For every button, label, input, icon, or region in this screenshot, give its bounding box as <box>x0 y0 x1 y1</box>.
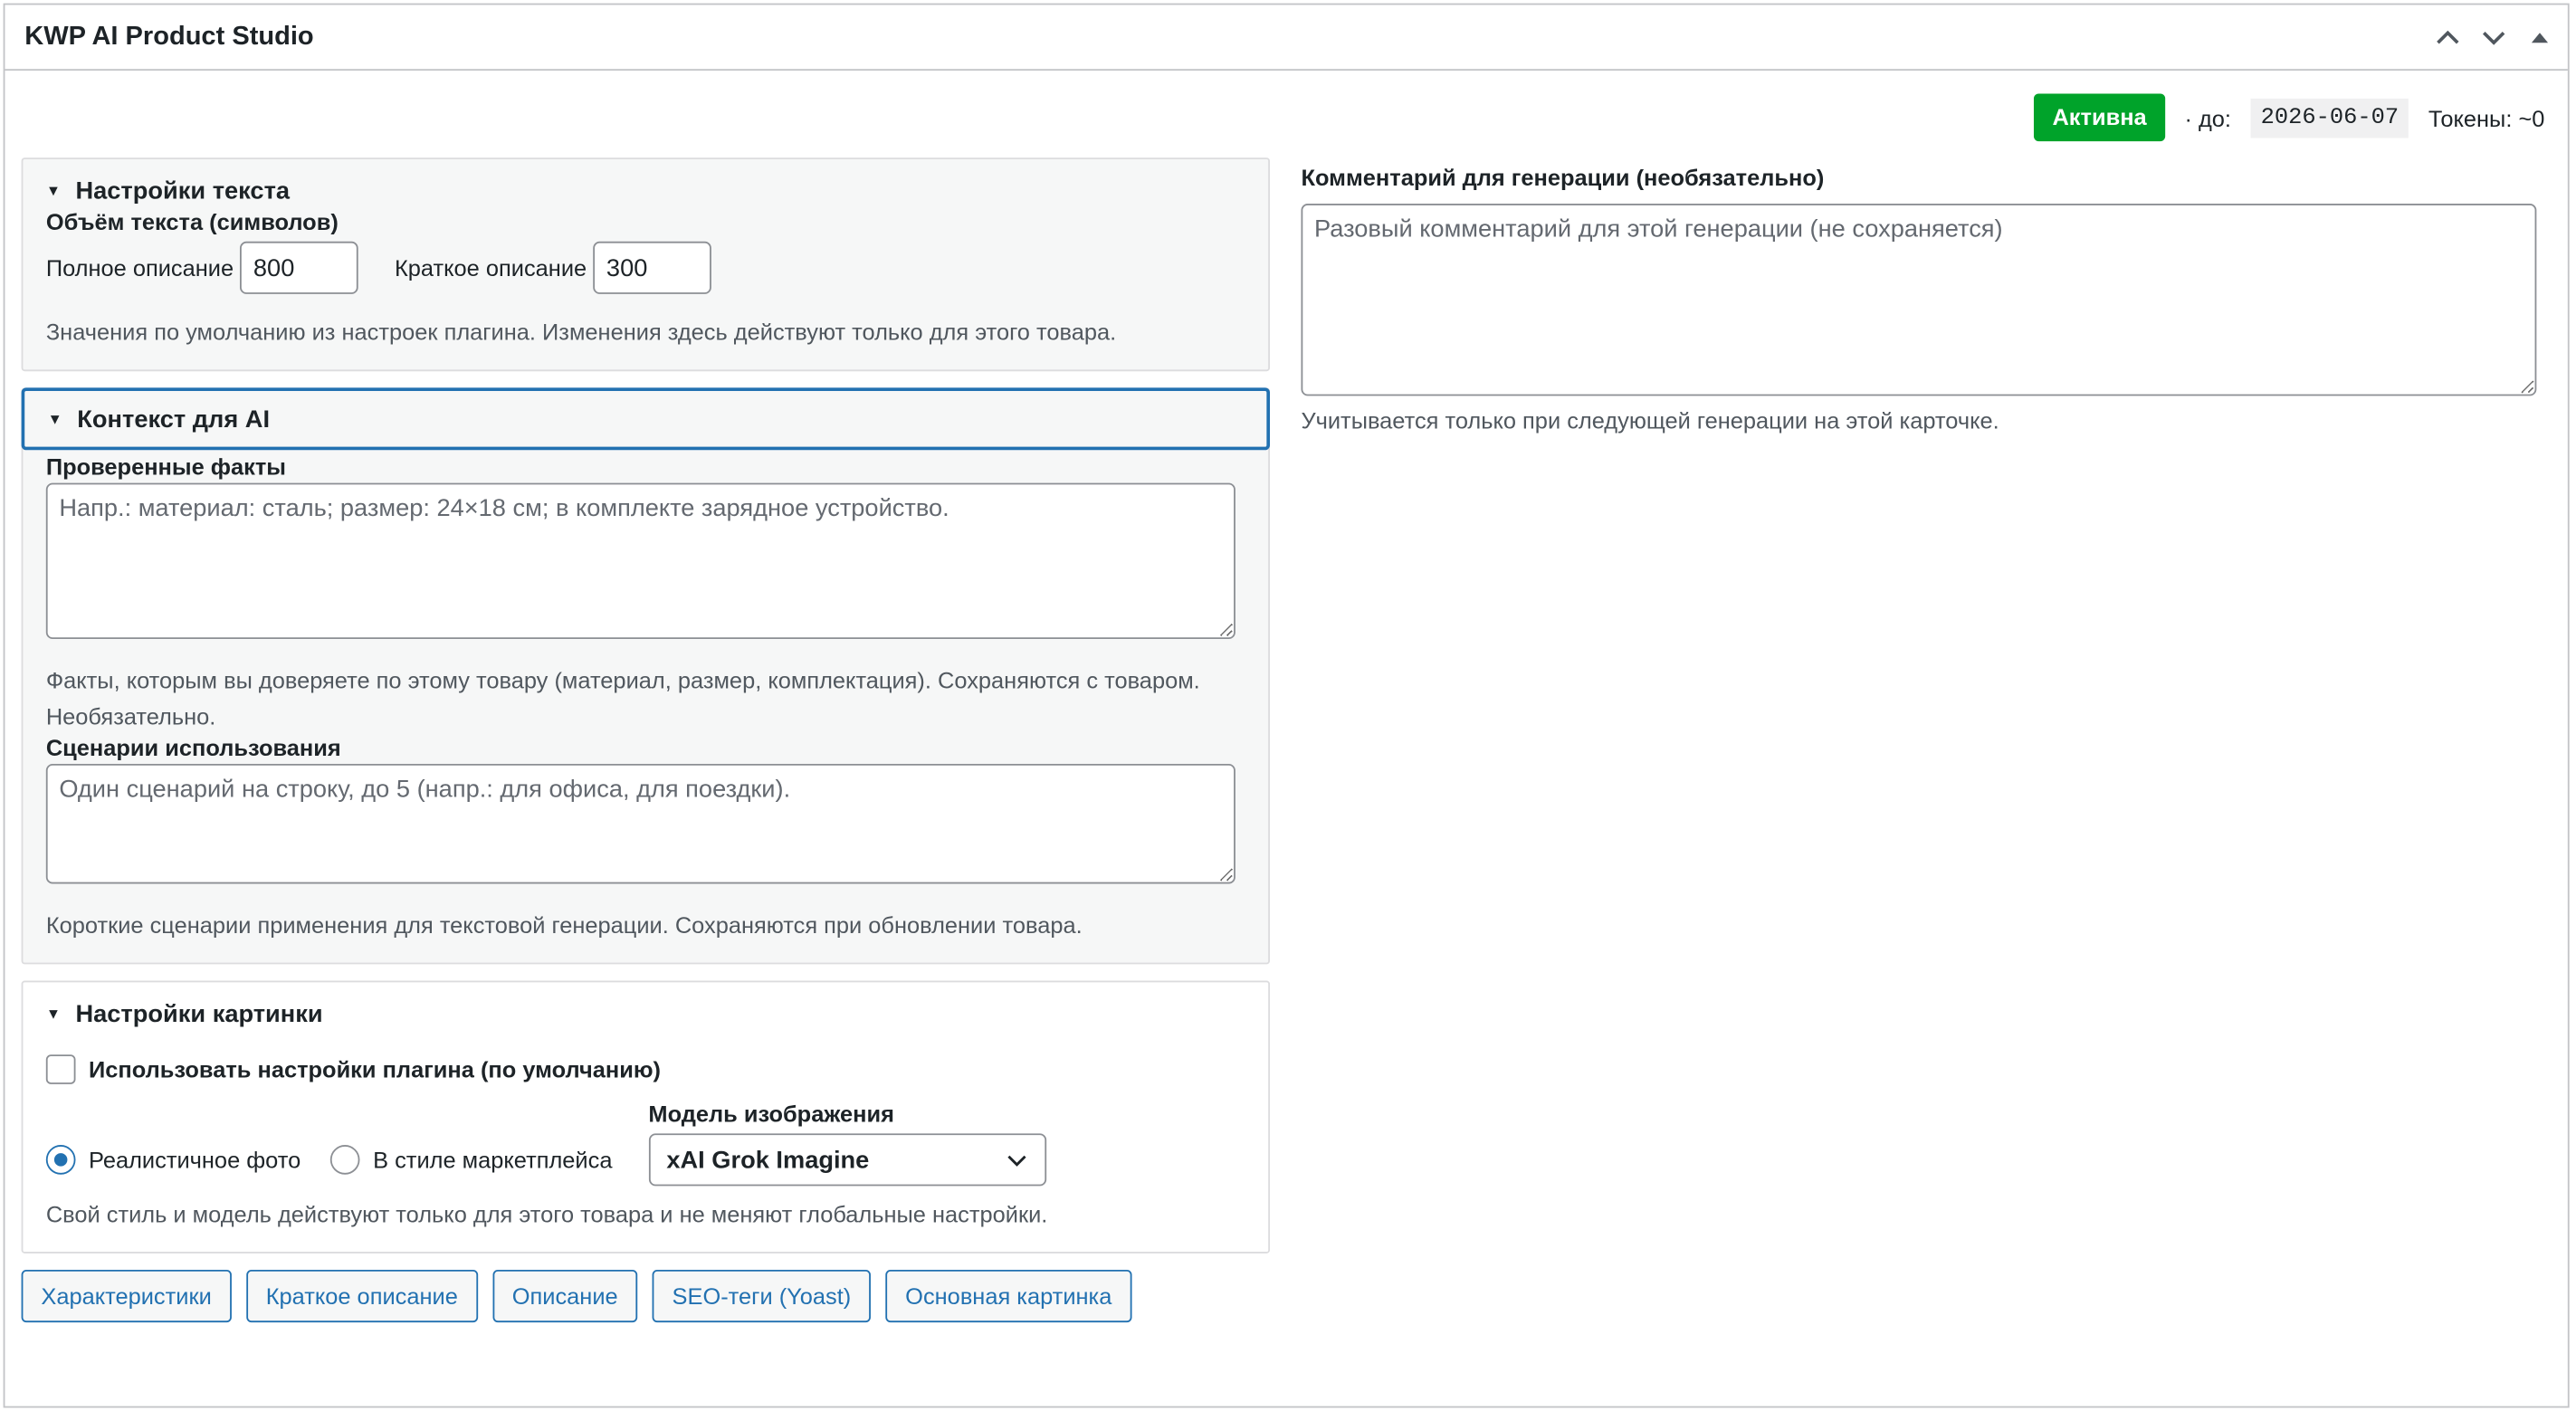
short-length-label: Краткое описание <box>394 254 587 281</box>
facts-textarea[interactable] <box>46 483 1236 639</box>
short-length-input[interactable] <box>593 242 711 294</box>
chevron-down-icon <box>1005 1149 1027 1171</box>
metabox-header <box>5 5 2567 71</box>
style-radio-realistic[interactable] <box>46 1145 76 1175</box>
style-label-realistic: Реалистичное фото <box>89 1146 301 1173</box>
use-defaults-label: Использовать настройки плагина (по умолчанию) <box>89 1056 662 1083</box>
length-inputs <box>46 242 1245 294</box>
use-defaults-checkbox[interactable] <box>46 1054 76 1084</box>
move-down-button[interactable] <box>2479 23 2509 52</box>
license-status <box>2034 93 2544 141</box>
ai-context-body <box>23 453 1268 963</box>
ai-context-toggle[interactable] <box>22 387 1270 450</box>
image-settings-help: Свой стиль и модель действуют только для этого товара и не меняют глобальные настройки. <box>45 1200 1048 1227</box>
comment-label: Комментарий для генерации (необязательно) <box>1301 164 1825 191</box>
ai-context-section <box>22 387 1270 964</box>
model-select[interactable] <box>648 1133 1045 1186</box>
triangle-up-icon <box>2530 27 2550 47</box>
model-label: Модель изображения <box>648 1101 894 1128</box>
caret-down-icon: ▼ <box>45 1005 62 1022</box>
generate-description-button[interactable]: Описание <box>492 1270 637 1322</box>
text-settings-section <box>22 157 1270 371</box>
full-length-label: Полное описание <box>45 254 234 281</box>
tokens-count: Токены: ~0 <box>2428 104 2545 131</box>
generate-short-description-button[interactable]: Краткое описание <box>246 1270 478 1322</box>
facts-help: Факты, которым вы доверяете по этому товару (материал, размер, комплектация). Сохраняются с товаром. Необязательно. <box>45 666 1200 729</box>
expiry-date: 2026-06-07 <box>2251 98 2409 138</box>
caret-down-icon: ▼ <box>47 410 62 427</box>
comment-textarea[interactable] <box>1301 204 2536 396</box>
chevron-down-icon <box>2481 24 2507 50</box>
facts-label: Проверенные факты <box>45 453 287 480</box>
ai-context-title: Контекст для AI <box>77 405 271 434</box>
scenarios-textarea[interactable] <box>46 764 1236 883</box>
style-radio-group <box>46 1133 613 1186</box>
header-controls <box>2433 23 2554 52</box>
text-settings-body <box>23 209 1268 370</box>
comment-help: Учитывается только при следующей генерации на этой карточке. <box>1301 407 1999 434</box>
left-column <box>22 157 1270 1322</box>
style-label-marketplace: В стиле маркетплейса <box>373 1146 613 1173</box>
generate-seo-tags-button[interactable]: SEO-теги (Yoast) <box>653 1270 871 1322</box>
toggle-panel-button[interactable] <box>2525 23 2555 52</box>
generate-attributes-button[interactable]: Характеристики <box>22 1270 232 1322</box>
caret-down-icon: ▼ <box>45 182 62 199</box>
scenarios-label: Сценарии использования <box>45 734 341 761</box>
use-defaults-row[interactable] <box>46 1054 1245 1084</box>
status-badge: Активна <box>2034 93 2164 141</box>
chevron-up-icon <box>2435 24 2461 50</box>
model-select-value: xAI Grok Imagine <box>666 1145 870 1174</box>
text-settings-help: Значения по умолчанию из настроек плагина. Изменения здесь действуют только для этого товара. <box>45 319 1117 346</box>
image-options-row <box>46 1101 1245 1186</box>
image-settings-body <box>23 1054 1268 1252</box>
generate-main-image-button[interactable]: Основная картинка <box>885 1270 1131 1322</box>
metabox-title: KWP AI Product Studio <box>24 22 314 51</box>
until-label: · до: <box>2184 104 2231 131</box>
image-settings-title: Настройки картинки <box>75 999 323 1028</box>
right-column <box>1301 157 2536 438</box>
full-length-input[interactable] <box>240 242 358 294</box>
scenarios-help: Короткие сценарии применения для текстовой генерации. Сохраняются при обновлении товара. <box>45 911 1083 939</box>
style-radio-marketplace[interactable] <box>330 1145 360 1175</box>
image-settings-toggle[interactable] <box>23 982 1268 1044</box>
text-settings-title: Настройки текста <box>75 176 291 205</box>
volume-label: Объём текста (символов) <box>45 208 339 235</box>
generate-actions <box>22 1270 1270 1322</box>
image-settings-section <box>22 981 1270 1254</box>
move-up-button[interactable] <box>2433 23 2463 52</box>
model-block <box>648 1101 1045 1186</box>
